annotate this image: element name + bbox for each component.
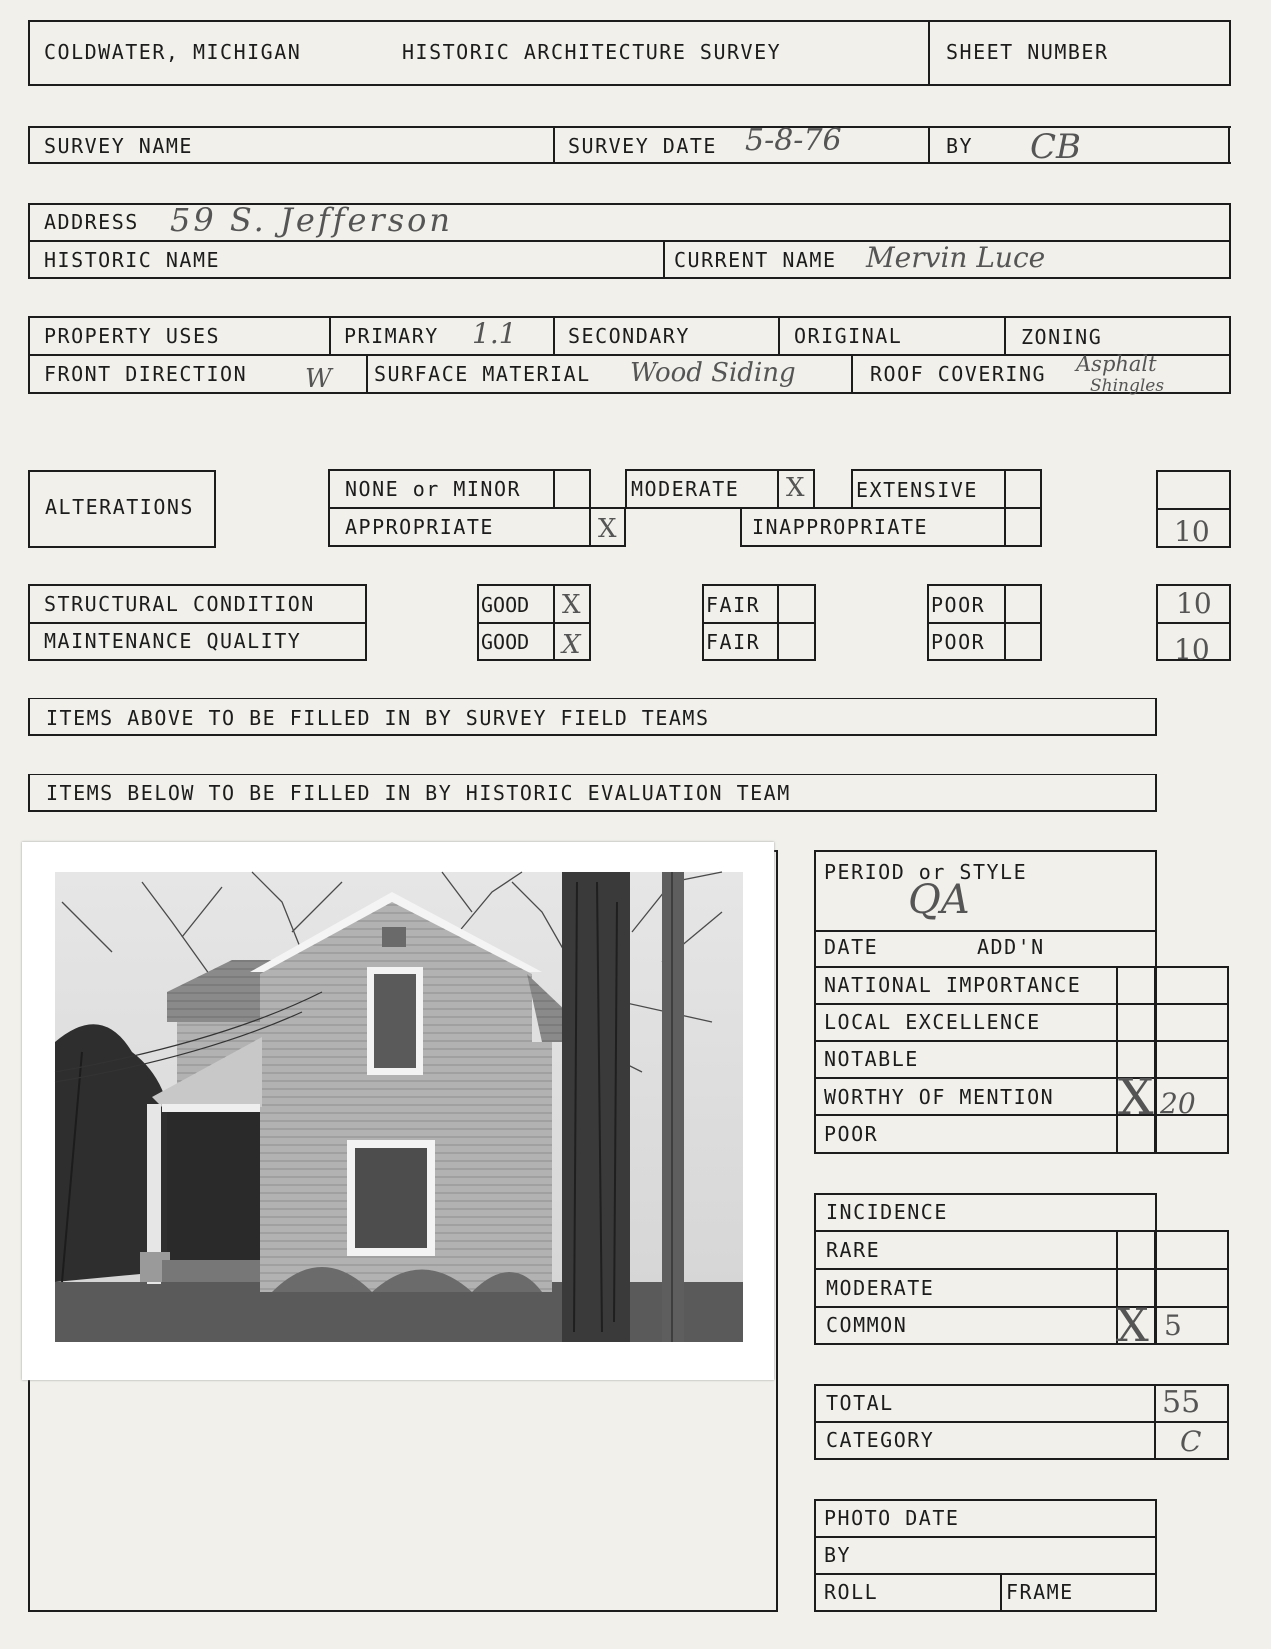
divider-roof [851,354,853,394]
condition-label-divider [28,622,367,624]
worthy-score: 20 [1160,1087,1196,1120]
items-above-note: ITEMS ABOVE TO BE FILLED IN BY SURVEY FIELD TEAMS [46,706,710,730]
property-divider [28,354,1231,356]
fair-divider-h [702,622,816,624]
fair-divider-v [777,584,779,661]
divider-surface [366,354,368,394]
inc-line-1 [814,1230,1229,1232]
none-minor-label: NONE or MINOR [345,477,522,501]
survey-by-value: CB [1030,127,1081,167]
none-minor-check-divider [553,469,555,509]
poor-divider-h [927,622,1042,624]
divider-primary [329,316,331,354]
front-direction-label: FRONT DIRECTION [44,362,248,386]
structural-good-mark: X [562,590,581,620]
primary-label: PRIMARY [344,324,439,348]
front-direction-value: W [305,364,332,394]
incidence-mark-divider [1154,1230,1156,1345]
photo-by-label: BY [824,1543,852,1567]
common-label: COMMON [826,1313,908,1337]
alterations-label: ALTERATIONS [45,495,194,519]
rare-label: RARE [826,1238,881,1262]
incidence-label: INCIDENCE [826,1200,948,1224]
appropriate-label: APPROPRIATE [345,515,494,539]
moderate-check-divider [777,469,779,509]
survey-by-label: BY [946,134,974,158]
form-title: HISTORIC ARCHITECTURE SURVEY [402,40,782,64]
maintenance-score: 10 [1174,633,1210,666]
worthy-mark: X [1118,1068,1154,1126]
roof-covering-value-1: Asphalt [1076,352,1157,376]
roof-covering-value-2: Shingles [1090,376,1165,396]
notable-label: NOTABLE [824,1047,919,1071]
importance-poor-label: POOR [824,1122,879,1146]
roll-label: ROLL [824,1580,879,1604]
header-divider [928,20,930,86]
structural-condition-label: STRUCTURAL CONDITION [44,592,315,616]
secondary-label: SECONDARY [568,324,690,348]
items-below-note: ITEMS BELOW TO BE FILLED IN BY HISTORIC EVALUATION TEAM [46,781,791,805]
extensive-check-divider [1004,469,1006,509]
divider-original [778,316,780,354]
sheet-number-label: SHEET NUMBER [946,40,1109,64]
row-line-1 [814,966,1229,968]
incidence-moderate-label: MODERATE [826,1276,935,1300]
photo-date-label: PHOTO DATE [824,1506,960,1530]
survey-divider-2 [928,126,930,164]
survey-name-label: SURVEY NAME [44,134,193,158]
date-label: DATE [824,935,879,959]
house-photo-image [22,842,774,1380]
moderate-mark: X [786,473,805,503]
maintenance-poor-label: POOR [931,630,986,654]
divider-secondary [553,316,555,354]
survey-right-edge [1228,126,1230,164]
structural-score: 10 [1176,587,1212,620]
common-score: 5 [1164,1309,1182,1342]
maintenance-good-mark: X [562,630,581,660]
frame-label: FRAME [1006,1580,1074,1604]
structural-good-label: GOOD [481,593,530,617]
period-value: QA [908,877,970,923]
poor-divider-v [1004,584,1006,661]
structural-fair-label: FAIR [706,593,761,617]
total-label: TOTAL [826,1391,894,1415]
survey-date-value: 5-8-76 [745,123,842,158]
good-divider-h [477,622,591,624]
maintenance-quality-label: MAINTENANCE QUALITY [44,629,302,653]
address-label: ADDRESS [44,210,139,234]
worthy-of-mention-label: WORTHY OF MENTION [824,1085,1055,1109]
inc-line-2 [814,1268,1229,1270]
condition-score-divider [1156,622,1231,624]
total-divider-v [1154,1384,1156,1460]
inappropriate-label: INAPPROPRIATE [752,515,929,539]
total-divider-h [814,1421,1229,1423]
row-line-3 [814,1040,1229,1042]
national-importance-label: NATIONAL IMPORTANCE [824,973,1082,997]
alterations-score-divider [1156,508,1231,510]
address-divider [28,240,1231,242]
frame-divider [1000,1573,1002,1612]
period-label: PERIOD or STYLE [824,860,1028,884]
maintenance-good-label: GOOD [481,630,530,654]
current-name-value: Mervin Luce [866,241,1046,274]
survey-date-label: SURVEY DATE [568,134,717,158]
surface-material-label: SURFACE MATERIAL [374,362,591,386]
house-photo [22,842,774,1380]
total-value: 55 [1162,1385,1201,1420]
row-line-2 [814,1003,1229,1005]
original-label: ORIGINAL [794,324,903,348]
common-mark: X [1116,1298,1149,1352]
surface-material-value: Wood Siding [630,358,796,388]
category-value: C [1180,1425,1202,1458]
category-label: CATEGORY [826,1428,935,1452]
historic-name-label: HISTORIC NAME [44,248,221,272]
inc-line-3 [814,1306,1229,1308]
inappropriate-check-divider [1004,507,1006,547]
alterations-score: 10 [1174,515,1210,548]
moderate-label: MODERATE [631,477,740,501]
zoning-label: ZONING [1021,325,1103,349]
extensive-label: EXTENSIVE [856,478,978,502]
address-value: 59 S. Jefferson [170,201,453,239]
photo-info-line-2 [814,1573,1157,1575]
divider-zoning [1004,316,1006,354]
current-name-label: CURRENT NAME [674,248,837,272]
city-label: COLDWATER, MICHIGAN [44,40,302,64]
current-name-divider [663,240,665,279]
photo-info-line-1 [814,1536,1157,1538]
structural-poor-label: POOR [931,593,986,617]
roof-covering-label: ROOF COVERING [870,362,1047,386]
addn-label: ADD'N [977,935,1045,959]
appropriate-check-divider [589,507,591,547]
importance-mark-divider [1154,966,1156,1154]
good-divider-v [553,584,555,661]
appropriate-mark: X [598,514,617,544]
primary-value: 1.1 [472,317,517,350]
importance-box [814,930,1157,1154]
survey-divider-1 [553,126,555,164]
property-uses-label: PROPERTY USES [44,324,221,348]
local-excellence-label: LOCAL EXCELLENCE [824,1010,1041,1034]
maintenance-fair-label: FAIR [706,630,761,654]
row-line-4 [814,1077,1229,1079]
